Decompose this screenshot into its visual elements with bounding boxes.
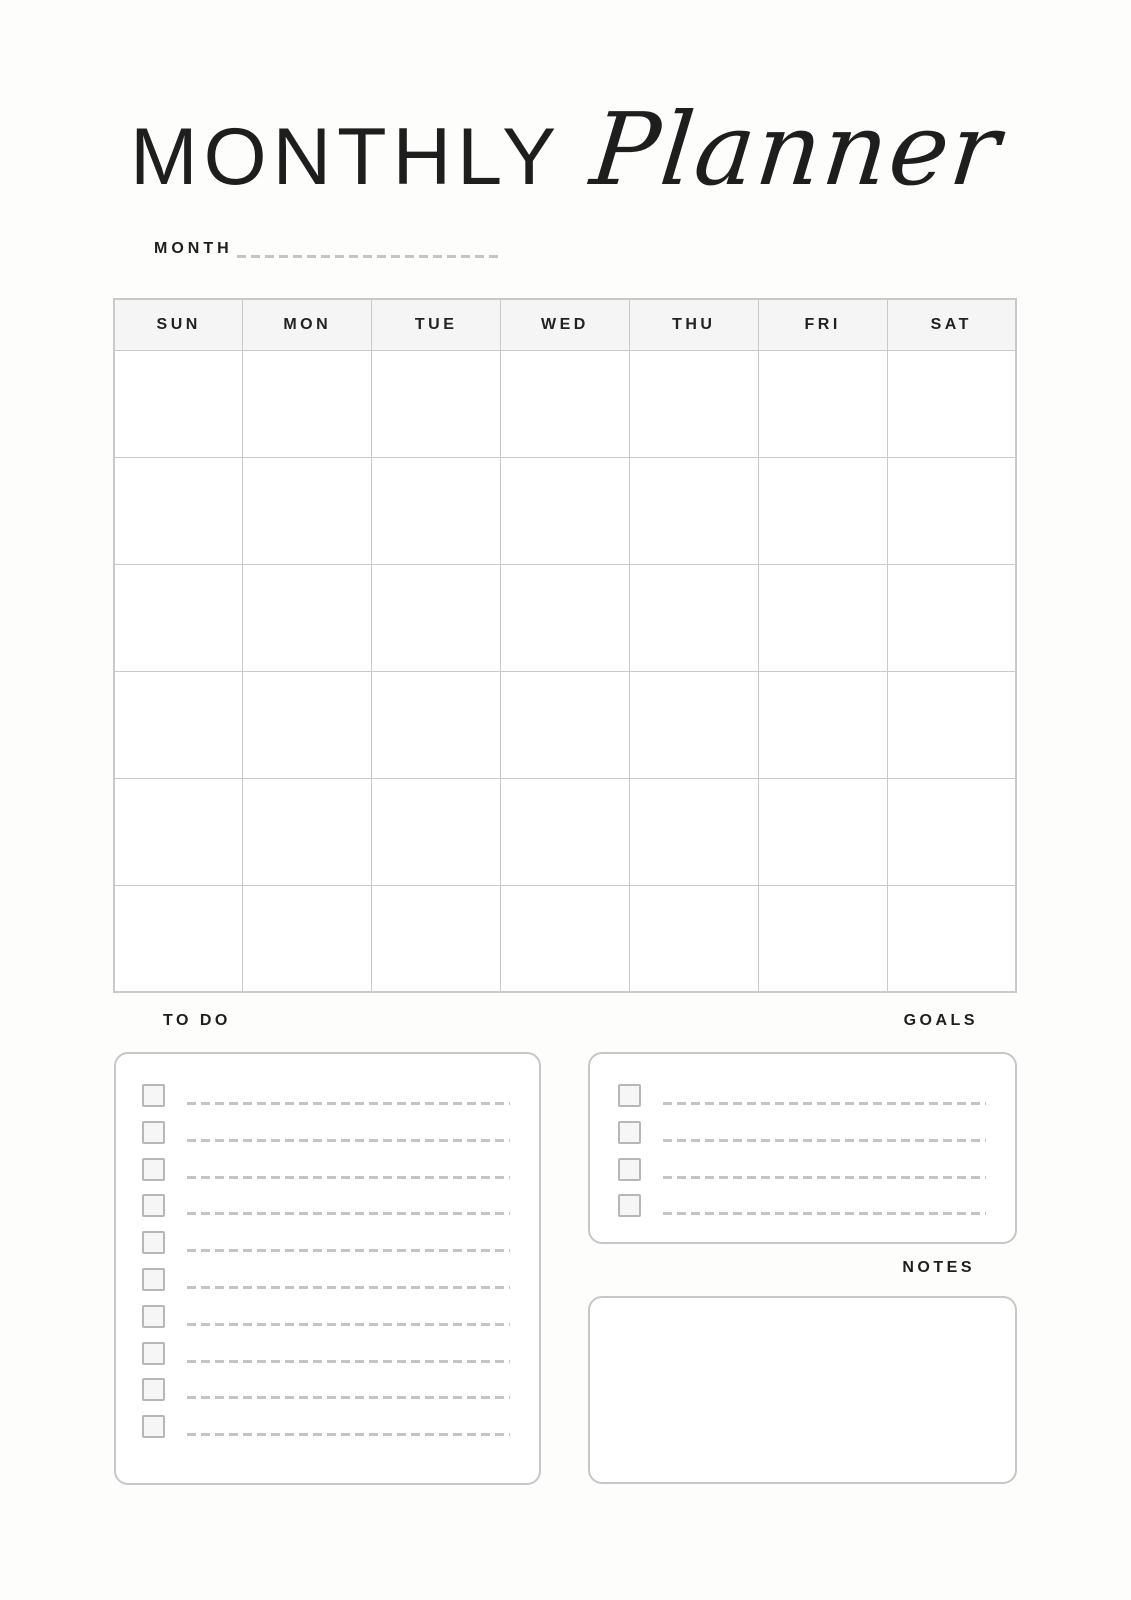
calendar-day-cell[interactable] (114, 350, 243, 457)
calendar-day-cell[interactable] (887, 457, 1016, 564)
todo-item (142, 1415, 510, 1438)
calendar-day-cell[interactable] (758, 778, 887, 885)
calendar-day-cell[interactable] (501, 885, 630, 992)
calendar-day-cell[interactable] (243, 350, 372, 457)
month-fill-in-line[interactable] (237, 255, 498, 258)
calendar-day-cell[interactable] (758, 457, 887, 564)
calendar-day-cell[interactable] (372, 778, 501, 885)
calendar-day-cell[interactable] (243, 564, 372, 671)
calendar-day-cell[interactable] (372, 885, 501, 992)
goal-item (618, 1084, 986, 1107)
calendar-day-cell[interactable] (629, 564, 758, 671)
calendar-day-cell[interactable] (629, 350, 758, 457)
calendar-day-cell[interactable] (114, 457, 243, 564)
calendar-day-header-sun: SUN (114, 299, 243, 350)
goal-checkbox-icon[interactable] (618, 1194, 641, 1217)
todo-box (114, 1052, 541, 1485)
todo-item (142, 1121, 510, 1144)
goal-item (618, 1194, 986, 1217)
todo-write-in-line[interactable] (187, 1176, 510, 1179)
todo-checkbox-icon[interactable] (142, 1268, 165, 1291)
calendar-day-cell[interactable] (243, 457, 372, 564)
todo-checkbox-icon[interactable] (142, 1305, 165, 1328)
todo-write-in-line[interactable] (187, 1396, 510, 1399)
goal-write-in-line[interactable] (663, 1212, 986, 1215)
calendar-day-cell[interactable] (887, 885, 1016, 992)
calendar-day-cell[interactable] (372, 350, 501, 457)
todo-checkbox-icon[interactable] (142, 1378, 165, 1401)
goals-label: GOALS (903, 1012, 978, 1029)
calendar-day-cell[interactable] (887, 350, 1016, 457)
todo-label: TO DO (163, 1012, 231, 1029)
calendar-day-header-thu: THU (629, 299, 758, 350)
todo-write-in-line[interactable] (187, 1212, 510, 1215)
todo-checkbox-icon[interactable] (142, 1121, 165, 1144)
calendar-day-cell[interactable] (758, 671, 887, 778)
calendar-day-cell[interactable] (243, 885, 372, 992)
calendar-day-header-wed: WED (501, 299, 630, 350)
todo-item (142, 1194, 510, 1217)
todo-item (142, 1305, 510, 1328)
calendar-day-cell[interactable] (501, 457, 630, 564)
goal-write-in-line[interactable] (663, 1102, 986, 1105)
calendar-header-row (114, 299, 1016, 350)
calendar-day-cell[interactable] (501, 778, 630, 885)
calendar-day-cell[interactable] (114, 885, 243, 992)
goal-item (618, 1158, 986, 1181)
calendar-day-cell[interactable] (758, 885, 887, 992)
todo-write-in-line[interactable] (187, 1102, 510, 1105)
calendar-day-header-sat: SAT (887, 299, 1016, 350)
todo-item (142, 1268, 510, 1291)
calendar-day-cell[interactable] (372, 671, 501, 778)
todo-checkbox-icon[interactable] (142, 1342, 165, 1365)
todo-checkbox-icon[interactable] (142, 1415, 165, 1438)
todo-item (142, 1231, 510, 1254)
calendar-day-cell[interactable] (501, 671, 630, 778)
title-monthly-text: MONTHLY (130, 112, 563, 202)
calendar-day-header-tue: TUE (372, 299, 501, 350)
goal-write-in-line[interactable] (663, 1176, 986, 1179)
notes-label: NOTES (902, 1259, 975, 1276)
calendar-day-cell[interactable] (372, 457, 501, 564)
calendar-day-cell[interactable] (629, 457, 758, 564)
calendar-day-cell[interactable] (887, 671, 1016, 778)
todo-write-in-line[interactable] (187, 1249, 510, 1252)
page-title (0, 91, 1131, 208)
calendar-week-row (114, 885, 1016, 992)
todo-checkbox-icon[interactable] (142, 1158, 165, 1181)
calendar-day-cell[interactable] (629, 671, 758, 778)
todo-item (142, 1084, 510, 1107)
calendar-week-row (114, 778, 1016, 885)
todo-item (142, 1342, 510, 1365)
todo-write-in-line[interactable] (187, 1433, 510, 1436)
calendar-day-header-fri: FRI (758, 299, 887, 350)
goals-box (588, 1052, 1017, 1244)
calendar-day-cell[interactable] (887, 778, 1016, 885)
calendar-day-cell[interactable] (758, 564, 887, 671)
calendar-week-row (114, 350, 1016, 457)
calendar-day-header-mon: MON (243, 299, 372, 350)
todo-write-in-line[interactable] (187, 1139, 510, 1142)
notes-box[interactable] (588, 1296, 1017, 1484)
todo-checkbox-icon[interactable] (142, 1084, 165, 1107)
calendar-day-cell[interactable] (501, 350, 630, 457)
calendar-day-cell[interactable] (629, 885, 758, 992)
todo-checkbox-icon[interactable] (142, 1194, 165, 1217)
todo-write-in-line[interactable] (187, 1323, 510, 1326)
calendar-day-cell[interactable] (114, 671, 243, 778)
todo-checkbox-icon[interactable] (142, 1231, 165, 1254)
goal-write-in-line[interactable] (663, 1139, 986, 1142)
calendar-week-row (114, 671, 1016, 778)
calendar-day-cell[interactable] (629, 778, 758, 885)
calendar-day-cell[interactable] (501, 564, 630, 671)
todo-item (142, 1158, 510, 1181)
calendar-day-cell[interactable] (114, 564, 243, 671)
calendar-day-cell[interactable] (887, 564, 1016, 671)
calendar-day-cell[interactable] (243, 778, 372, 885)
calendar-grid (113, 298, 1017, 993)
todo-write-in-line[interactable] (187, 1286, 510, 1289)
calendar-week-row (114, 457, 1016, 564)
goal-checkbox-icon[interactable] (618, 1121, 641, 1144)
todo-write-in-line[interactable] (187, 1360, 510, 1363)
calendar-day-cell[interactable] (114, 778, 243, 885)
calendar-day-cell[interactable] (758, 350, 887, 457)
calendar-day-cell[interactable] (372, 564, 501, 671)
goal-checkbox-icon[interactable] (618, 1084, 641, 1107)
calendar-week-row (114, 564, 1016, 671)
todo-item (142, 1378, 510, 1401)
month-label: MONTH (154, 240, 233, 257)
goal-item (618, 1121, 986, 1144)
goal-checkbox-icon[interactable] (618, 1158, 641, 1181)
title-planner-script-text: Planner (586, 91, 1008, 208)
calendar-day-cell[interactable] (243, 671, 372, 778)
